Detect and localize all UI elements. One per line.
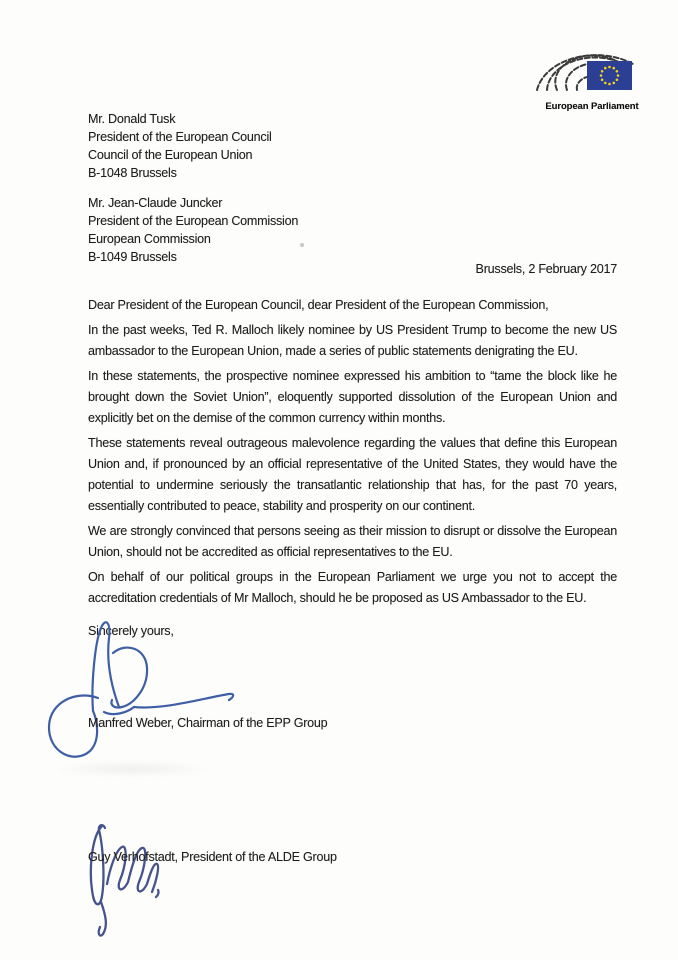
dateline: Brussels, 2 February 2017 bbox=[475, 262, 617, 276]
address-line: President of the European Council bbox=[88, 130, 272, 144]
paragraph: These statements reveal outrageous malevolence regarding the values that define this European Union and, if pronounced by an official representative of the United States, they would have the potential to undermine seriously the transatlantic relationship that has, for the past 70 years, essentially contributed to peace, stability and prosperity on our continent. bbox=[88, 436, 617, 513]
paragraph: On behalf of our political groups in the European Parliament we urge you not to accept the accreditation credentials of Mr Malloch, should he be proposed as US Ambassador to the EU. bbox=[88, 570, 617, 605]
paragraph: We are strongly convinced that persons seeing as their mission to disrupt or dissolve the European Union, should not be accredited as official representatives to the EU. bbox=[88, 524, 617, 559]
address-line: B-1048 Brussels bbox=[88, 166, 177, 180]
address-line: Mr. Jean-Claude Juncker bbox=[88, 196, 223, 210]
weber-name-line: Manfred Weber, Chairman of the EPP Group bbox=[88, 716, 328, 730]
paragraph: In the past weeks, Ted R. Malloch likely nominee by US President Trump to become the new US ambassador to the European Union, made a series of public statements denigrating the EU. bbox=[88, 323, 617, 358]
address-line: B-1049 Brussels bbox=[88, 250, 177, 264]
recipient-juncker-address bbox=[88, 194, 298, 266]
address-line: Council of the European Union bbox=[88, 148, 253, 162]
scan-smudge bbox=[52, 761, 212, 777]
verhofstadt-signature bbox=[82, 822, 162, 942]
closing: Sincerely yours, bbox=[88, 624, 174, 638]
paragraph: In these statements, the prospective nominee expressed his ambition to “tame the block like he brought down the Soviet Union”, eloquently supported dissolution of the European Union and explicitly bet on the demise of the common currency within months. bbox=[88, 369, 617, 425]
letter-body bbox=[88, 295, 617, 646]
eu-flag-icon bbox=[587, 61, 632, 90]
salutation: Dear President of the European Council, dear President of the European Commission, bbox=[88, 298, 549, 312]
hemicycle-eu-flag-icon bbox=[533, 36, 651, 94]
address-line: European Commission bbox=[88, 232, 211, 246]
scan-speck bbox=[300, 243, 304, 247]
logo-caption: European Parliament bbox=[545, 101, 639, 112]
address-line: Mr. Donald Tusk bbox=[88, 112, 176, 126]
recipient-tusk-address bbox=[88, 110, 272, 182]
european-parliament-logo bbox=[532, 36, 652, 112]
verhofstadt-name-line: Guy Verhofstadt, President of the ALDE Group bbox=[88, 850, 337, 864]
address-line: President of the European Commission bbox=[88, 214, 299, 228]
